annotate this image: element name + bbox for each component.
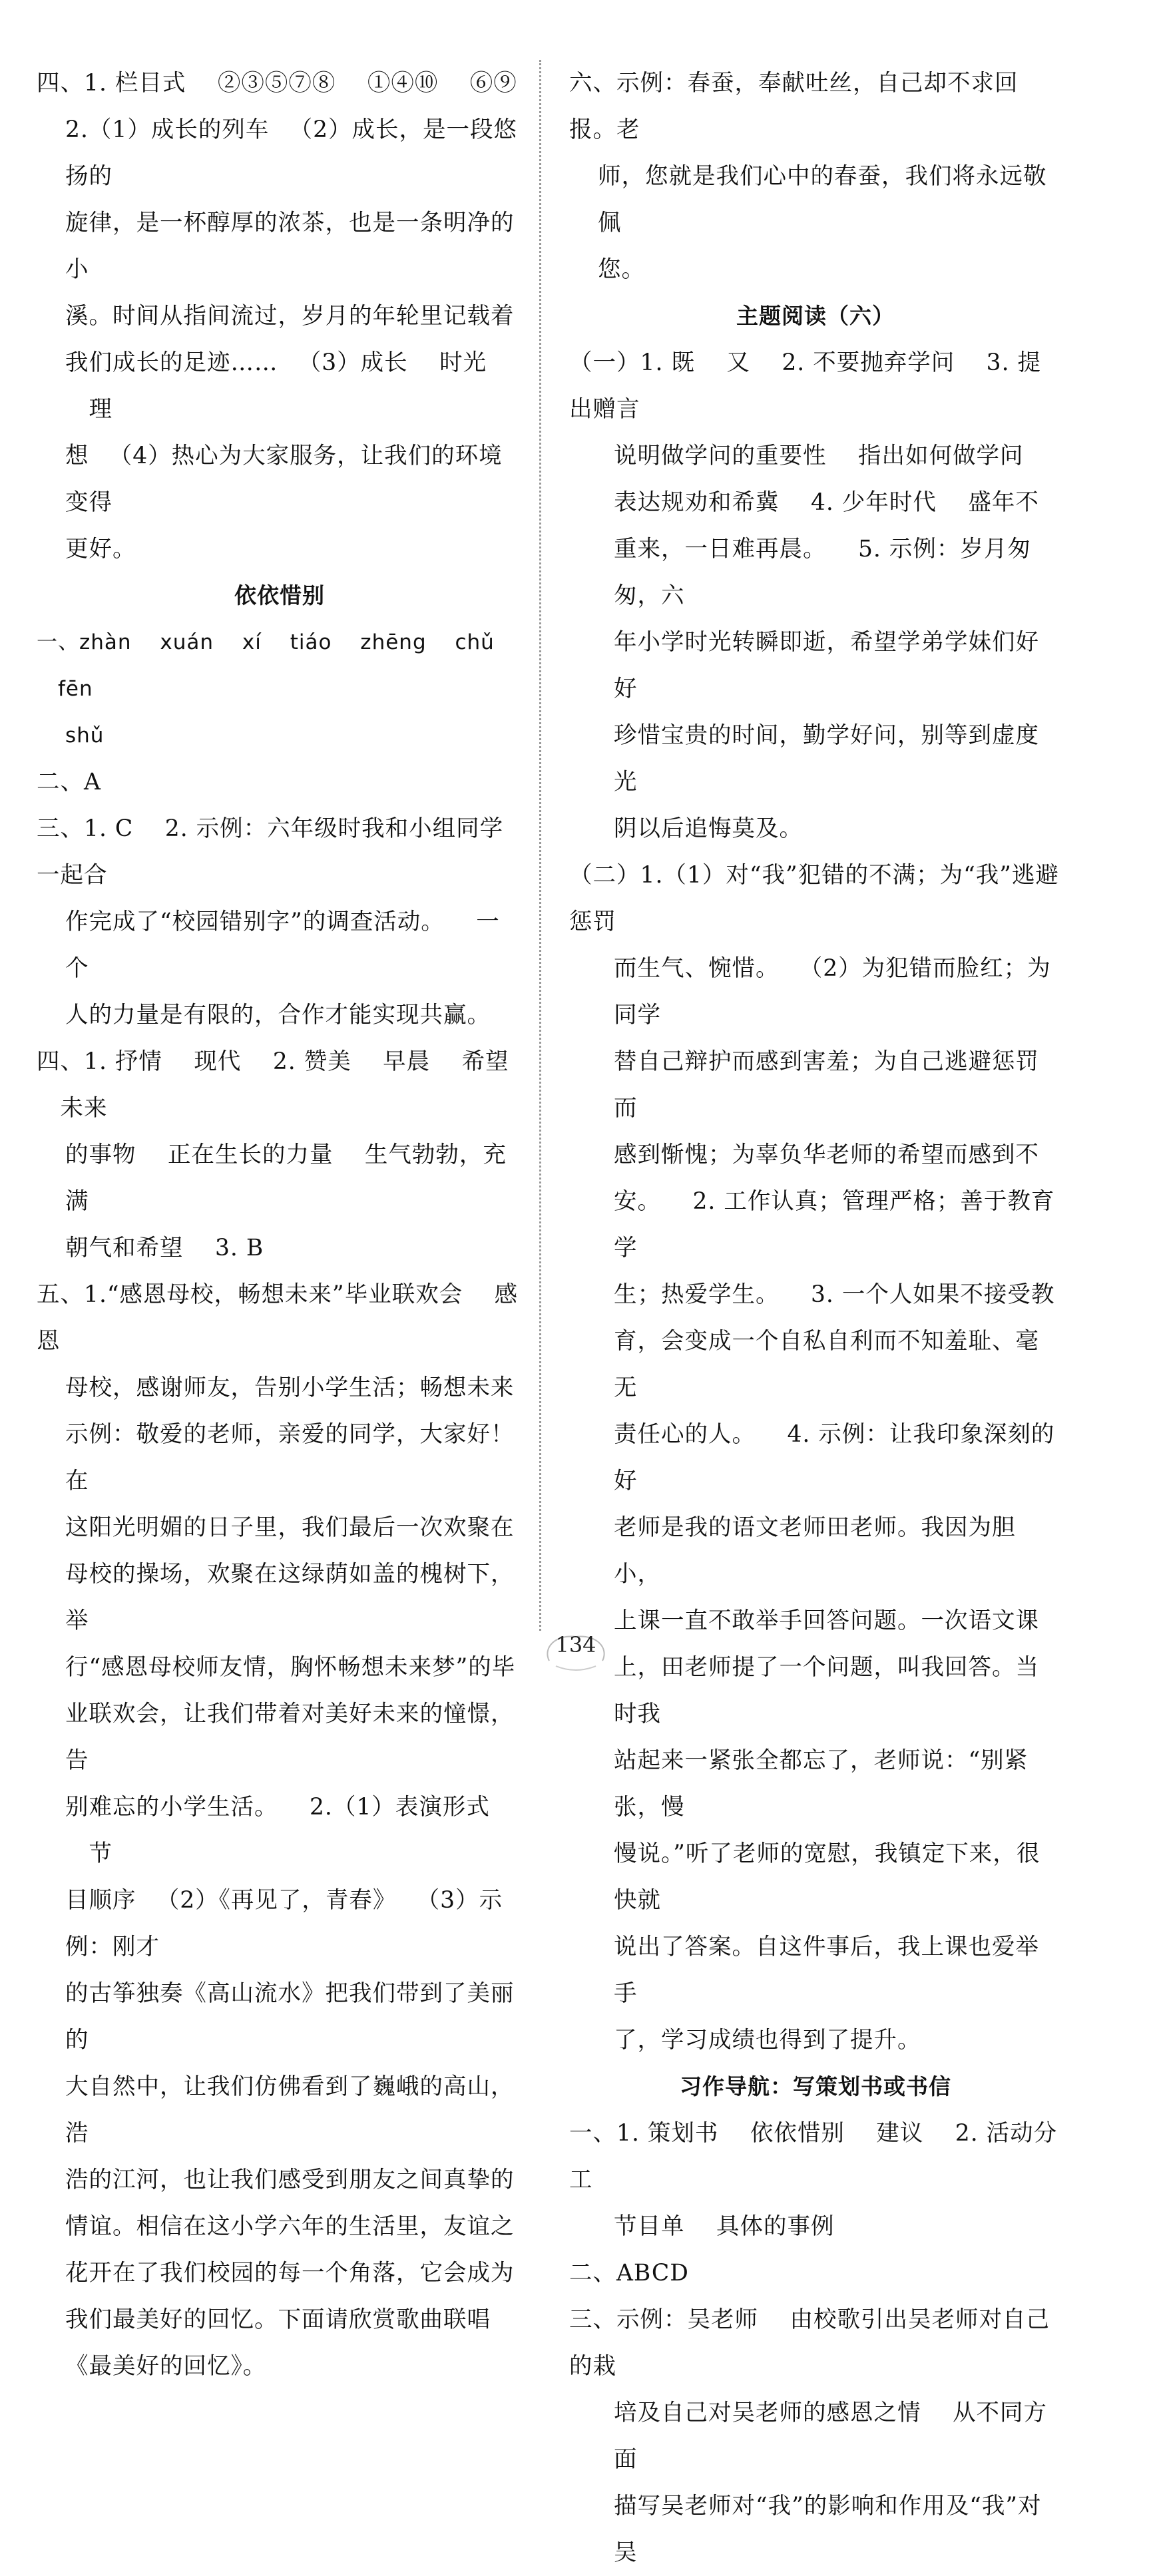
- answer-line: 六、示例：春蚕，奉献吐丝，自己却不求回报。老: [569, 70, 1019, 143]
- answer-line: 上课一直不敢举手回答问题。一次语文课: [614, 1608, 1039, 1634]
- answer-line: 这阳光明媚的日子里，我们最后一次欢聚在: [65, 1514, 515, 1541]
- answer-line: 阴以后追悔莫及。: [614, 815, 803, 842]
- answer-line: （二）1.（1）对“我”犯错的不满；为“我”逃避惩罚: [569, 862, 1059, 935]
- answer-line: 一、zhàn xuán xí tiáo zhēng chǔ fēn: [37, 630, 495, 701]
- answer-line: 2.（1）成长的列车 （2）成长，是一段悠扬的: [65, 116, 518, 190]
- answer-line: 慢说。”听了老师的宽慰，我镇定下来，很快就: [614, 1840, 1040, 1914]
- answer-line: 三、1. C 2. 示例：六年级时我和小组同学一起合: [37, 815, 504, 889]
- answer-line: 珍惜宝贵的时间，勤学好问，别等到虚度光: [614, 722, 1039, 795]
- answer-line: 母校的操场，欢聚在这绿荫如盖的槐树下，举: [65, 1561, 515, 1634]
- answer-line: 花开在了我们校园的每一个角落，它会成为: [65, 2260, 515, 2286]
- answer-line: 的古筝独奏《高山流水》把我们带到了美丽的: [65, 1980, 515, 2053]
- answer-line: 的事物 正在生长的力量 生气勃勃，充满: [65, 1142, 507, 1215]
- answer-line: 行“感恩母校师友情，胸怀畅想未来梦”的毕: [65, 1654, 516, 1681]
- answer-line: 师，您就是我们心中的春蚕，我们将永远敬佩: [598, 163, 1047, 236]
- answer-line: 责任心的人。 4. 示例：让我印象深刻的好: [614, 1421, 1055, 1494]
- answer-line: 育，会变成一个自私自利而不知羞耻、毫无: [614, 1328, 1039, 1401]
- answer-line: 感到惭愧；为辜负华老师的希望而感到不: [614, 1142, 1039, 1168]
- section-heading: 依依惜别: [234, 582, 325, 608]
- answer-line: 情谊。相信在这小学六年的生活里，友谊之: [65, 2213, 515, 2240]
- answer-line: 节目单 具体的事例: [614, 2213, 835, 2240]
- answer-line: 而生气、惋惜。 （2）为犯错而脸红；为同学: [614, 955, 1051, 1028]
- answer-line: 目顺序 （2）《再见了，青春》 （3）示例：刚才: [65, 1887, 503, 1960]
- column-divider: [539, 60, 541, 1631]
- answer-line: 四、1. 抒情 现代 2. 赞美 早晨 希望 未来: [37, 1048, 509, 1122]
- answer-line: 我们最美好的回忆。下面请欣赏歌曲联唱: [65, 2306, 491, 2333]
- answer-line: 作完成了“校园错别字”的调查活动。 一个: [65, 909, 500, 982]
- answer-line: 培及自己对吴老师的感恩之情 从不同方面: [614, 2400, 1047, 2473]
- answer-line: 上，田老师提了一个问题，叫我回答。当时我: [614, 1654, 1039, 1727]
- answer-line: 旋律，是一杯醇厚的浓茶，也是一条明净的小: [65, 210, 515, 283]
- answer-line: 母校，感谢师友，告别小学生活；畅想未来: [65, 1375, 515, 1401]
- answer-line: （一）1. 既 又 2. 不要抛弃学问 3. 提出赠言: [569, 349, 1042, 423]
- answer-line: 浩的江河，也让我们感受到朋友之间真挚的: [65, 2167, 515, 2193]
- answer-line: 替自己辩护而感到害羞；为自己逃避惩罚而: [614, 1048, 1039, 1122]
- answer-line: 说出了答案。自这件事后，我上课也爱举手: [614, 1934, 1039, 2007]
- answer-line: 更好。: [65, 536, 136, 562]
- answer-line: 年小学时光转瞬即逝，希望学弟学妹们好好: [614, 629, 1039, 702]
- answer-line: 表达规劝和希冀 4. 少年时代 盛年不: [614, 489, 1039, 516]
- answer-line: 三、示例：吴老师 由校歌引出吴老师对自己的栽: [569, 2306, 1050, 2380]
- answer-line: 安。 2. 工作认真；管理严格；善于教育学: [614, 1188, 1055, 1261]
- answer-line: 想 （4）热心为大家服务，让我们的环境变得: [65, 443, 503, 516]
- answer-line: 我们成长的足迹…… （3）成长 时光 理: [65, 349, 487, 423]
- answer-line: 站起来一紧张全都忘了，老师说：“别紧张，慢: [614, 1747, 1029, 1821]
- answer-line: 人的力量是有限的，合作才能实现共赢。: [65, 1002, 491, 1028]
- section-heading: 习作导航：写策划书或书信: [680, 2073, 951, 2099]
- answer-line: shǔ: [65, 724, 105, 748]
- answer-line: 您。: [598, 256, 645, 283]
- answer-line: 四、1. 栏目式 ②③⑤⑦⑧ ①④⑩ ⑥⑨: [37, 70, 517, 97]
- left-column: [37, 60, 523, 2390]
- answer-line: 老师是我的语文老师田老师。我因为胆小，: [614, 1514, 1016, 1588]
- answer-line: 业联欢会，让我们带着对美好未来的憧憬，告: [65, 1701, 515, 1774]
- answer-line: 生；热爱学生。 3. 一个人如果不接受教: [614, 1281, 1055, 1308]
- answer-line: 说明做学问的重要性 指出如何做学问: [614, 443, 1024, 469]
- answer-line: 二、ABCD: [569, 2260, 689, 2286]
- answer-line: 描写吴老师对“我”的影响和作用及“我”对吴: [614, 2493, 1042, 2566]
- answer-line: 一、1. 策划书 依依惜别 建议 2. 活动分工: [569, 2120, 1058, 2193]
- page-number: 134: [555, 1632, 596, 1657]
- section-heading: 主题阅读（六）: [736, 303, 895, 329]
- answer-line: 别难忘的小学生活。 2.（1）表演形式 节: [65, 1794, 490, 1867]
- answer-line: 溪。时间从指间流过，岁月的年轮里记载着: [65, 303, 515, 329]
- right-column: [569, 60, 1062, 2576]
- answer-line: 重来，一日难再晨。 5. 示例：岁月匆匆，六: [614, 536, 1031, 609]
- answer-line: 大自然中，让我们仿佛看到了巍峨的高山，浩: [65, 2073, 515, 2147]
- answer-line: 五、1.“感恩母校，畅想未来”毕业联欢会 感恩: [37, 1281, 519, 1355]
- answer-line: 了，学习成绩也得到了提升。: [614, 2027, 921, 2053]
- answer-line: 二、A: [37, 769, 101, 795]
- answer-line: 朝气和希望 3. B: [65, 1235, 264, 1261]
- answer-line: 示例：敬爱的老师，亲爱的同学，大家好！在: [65, 1421, 515, 1494]
- answer-line: 《最美好的回忆》。: [65, 2353, 267, 2380]
